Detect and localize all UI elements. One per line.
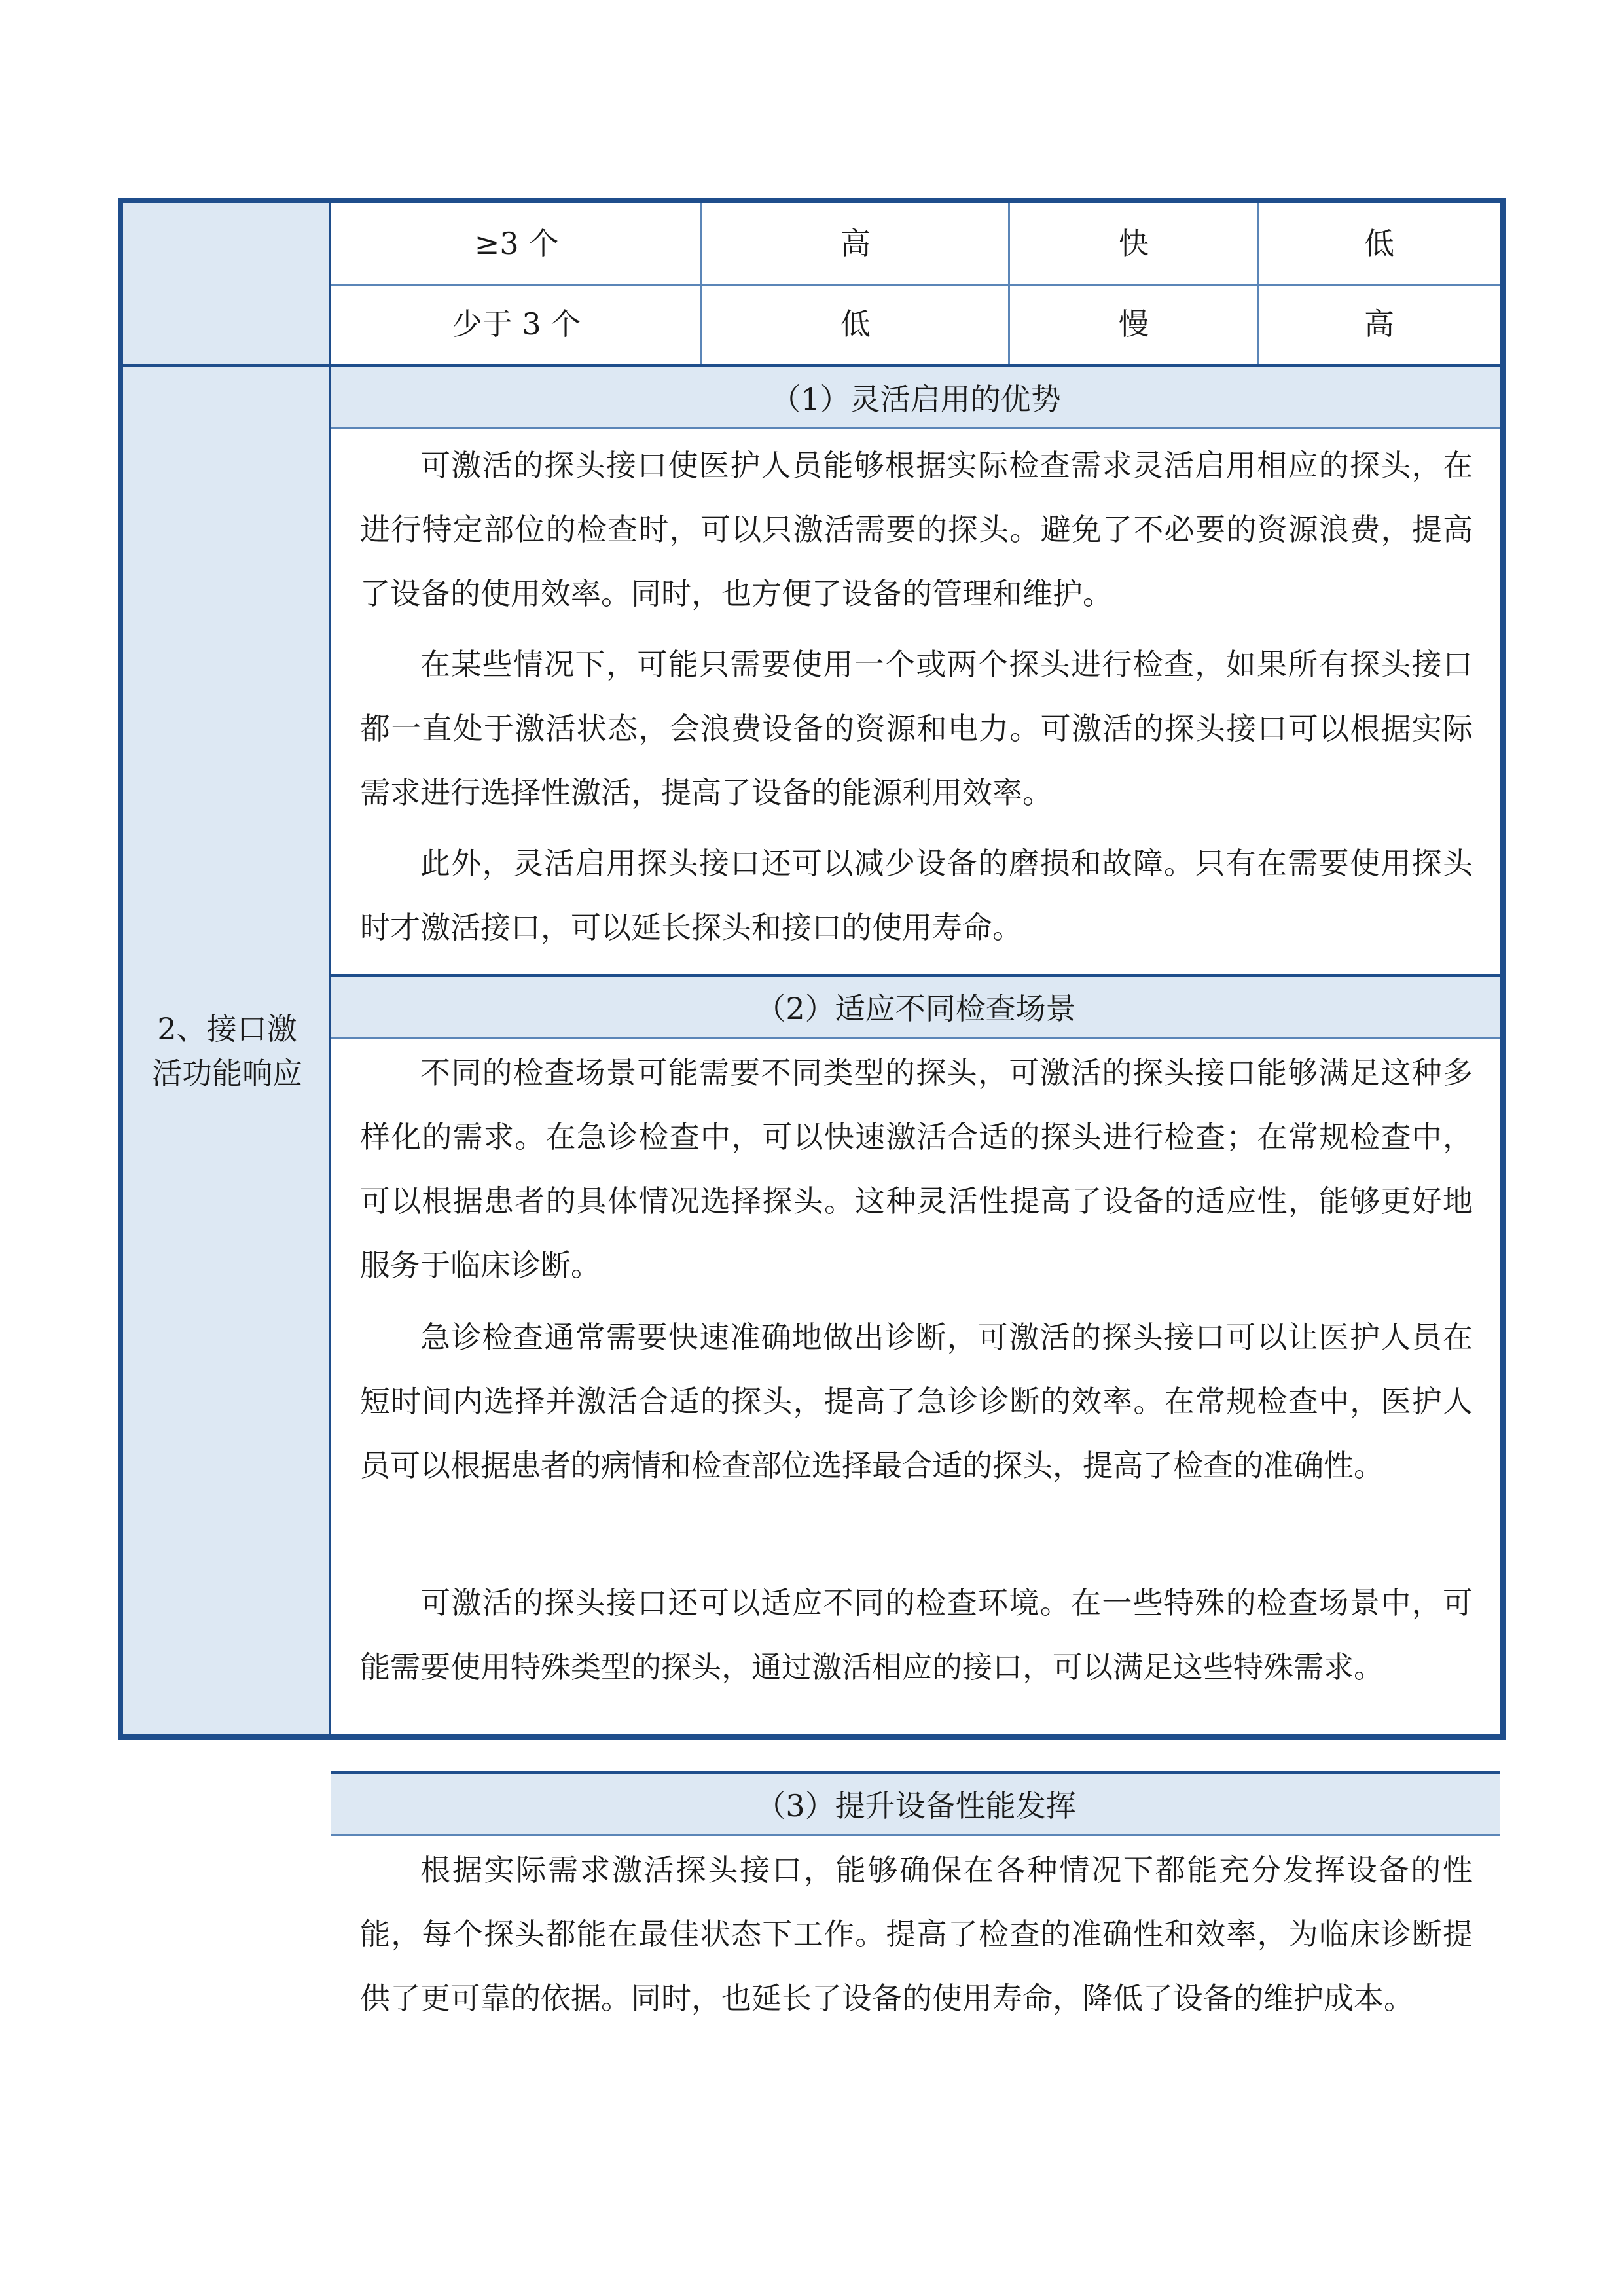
table-cell: 低 (1364, 226, 1394, 261)
paragraph: 可激活的探头接口还可以适应不同的检查环境。在一些特殊的检查场景中，可能需要使用特殊类型的探头，通过激活相应的接口，可以满足这些特殊需求。 (360, 1585, 1473, 1685)
table-cell: 低 (840, 306, 871, 342)
document-table (118, 198, 1506, 2016)
section-divider (331, 1037, 1500, 1039)
paragraph: 根据实际需求激活探头接口，能够确保在各种情况下都能充分发挥设备的性能，每个探头都能在最佳状态下工作。提高了检查的准确性和效率，为临床诊断提供了更可靠的依据。同时，也延长了设备的使用寿命，降低了设备的维护成本。 (360, 1852, 1473, 2016)
table-divider (700, 203, 702, 364)
table-cell: 慢 (1119, 306, 1149, 342)
section-divider (331, 1834, 1500, 1836)
table-divider (1257, 203, 1259, 364)
section-heading: （1）灵活启用的优势 (331, 367, 1500, 427)
paragraph: 急诊检查通常需要快速准确地做出诊断，可激活的探头接口可以让医护人员在短时间内选择并激活合适的探头，提高了急诊诊断的效率。在常规检查中，医护人员可以根据患者的病情和检查部位选择最合适的探头，提高了检查的准确性。 (360, 1319, 1473, 1483)
section-heading: （3）提升设备性能发挥 (331, 1774, 1500, 1834)
table-cell: 快 (1119, 226, 1149, 261)
paragraph: 此外，灵活启用探头接口还可以减少设备的磨损和故障。只有在需要使用探头时才激活接口，可以延长探头和接口的使用寿命。 (360, 846, 1473, 945)
table-cell: 高 (840, 226, 871, 261)
section-divider (331, 427, 1500, 429)
row-label: 2、接口激活功能响应 (152, 1011, 302, 1091)
table-cell: ≥3 个 (474, 226, 559, 261)
section-heading: （2）适应不同检查场景 (331, 977, 1500, 1037)
paragraph: 可激活的探头接口使医护人员能够根据实际检查需求灵活启用相应的探头，在进行特定部位的检查时，可以只激活需要的探头。避免了不必要的资源浪费，提高了设备的使用效率。同时，也方便了设备的管理和维护。 (360, 448, 1473, 611)
table-cell: 高 (1364, 306, 1394, 342)
paragraph: 不同的检查场景可能需要不同类型的探头，可激活的探头接口能够满足这种多样化的需求。在急诊检查中，可以快速激活合适的探头进行检查；在常规检查中，可以根据患者的具体情况选择探头。这种灵活性提高了设备的适应性，能够更好地服务于临床诊断。 (360, 1055, 1473, 1283)
paragraph: 在某些情况下，可能只需要使用一个或两个探头进行检查，如果所有探头接口都一直处于激活状态，会浪费设备的资源和电力。可激活的探头接口可以根据实际需求进行选择性激活，提高了设备的能源利用效率。 (360, 647, 1473, 810)
table-divider (331, 284, 1500, 286)
table-cell: 少于 3 个 (452, 306, 581, 342)
table-divider (1008, 203, 1010, 364)
